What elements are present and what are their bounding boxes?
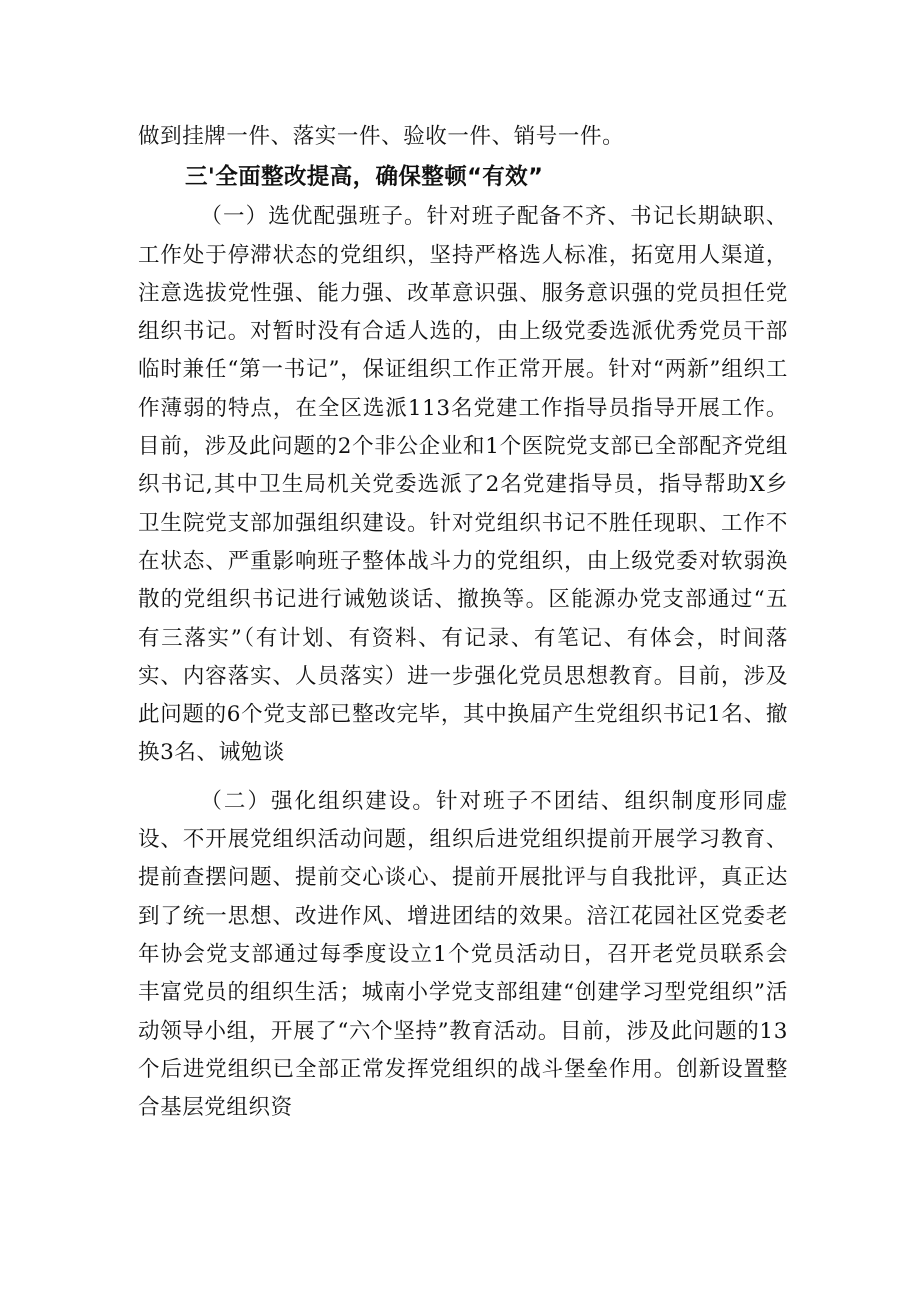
continuation-line: 做到挂牌一件、落实一件、验收一件、销号一件。: [138, 124, 625, 149]
paragraph-1: （一）选优配强班子。针对班子配备不齐、书记长期缺职、工作处于停滞状态的党组织，坚持严格选人标准，拓宽用人渠道，注意选拔党性强、能力强、改革意识强、服务意识强的党员担任党组织书记。对暂时没有合适人选的，由上级党委选派优秀党员干部临时兼任“第一书记”，保证组织工作正常开展。针对“两新”组织工作薄弱的特点，在全区选派113名党建工作指导员指导开展工作。目前，涉及此问题的2个非公企业和1个医院党支部已全部配齐党组织书记,其中卫生局机关党委选派了2名党建指导员，指导帮助X乡卫生院党支部加强组织建设。针对党组织书记不胜任现职、工作不在状态、严重影响班子整体战斗力的党组织，由上级党委对软弱涣散的党组织书记进行诫勉谈话、撤换等。区能源办党支部通过“五有三落实”（有计划、有资料、有记录、有笔记、有体会，时间落实、内容落实、人员落实）进一步强化党员思想教育。目前，涉及此问题的6个党支部已整改完毕，其中换届产生党组织书记1名、撤换3名、诫勉谈: [138, 204, 788, 766]
paragraph-2: （二）强化组织建设。针对班子不团结、组织制度形同虚设、不开展党组织活动问题，组织后进党组织提前开展学习教育、提前查摆问题、提前交心谈心、提前开展批评与自我批评，真正达到了统一思想、改进作风、增进团结的效果。涪江花园社区党委老年协会党支部通过每季度设立1个党员活动日，召开老党员联系会丰富党员的组织生活；城南小学党支部组建“创建学习型党组织”活动领导小组，开展了“六个坚持”教育活动。目前，涉及此问题的13个后进党组织已全部正常发挥党组织的战斗堡垒作用。创新设置整合基层党组织资: [138, 788, 788, 1121]
section-heading: 三'全面整改提高，确保整顿“有效”: [185, 164, 544, 191]
document-body: [138, 118, 788, 1127]
